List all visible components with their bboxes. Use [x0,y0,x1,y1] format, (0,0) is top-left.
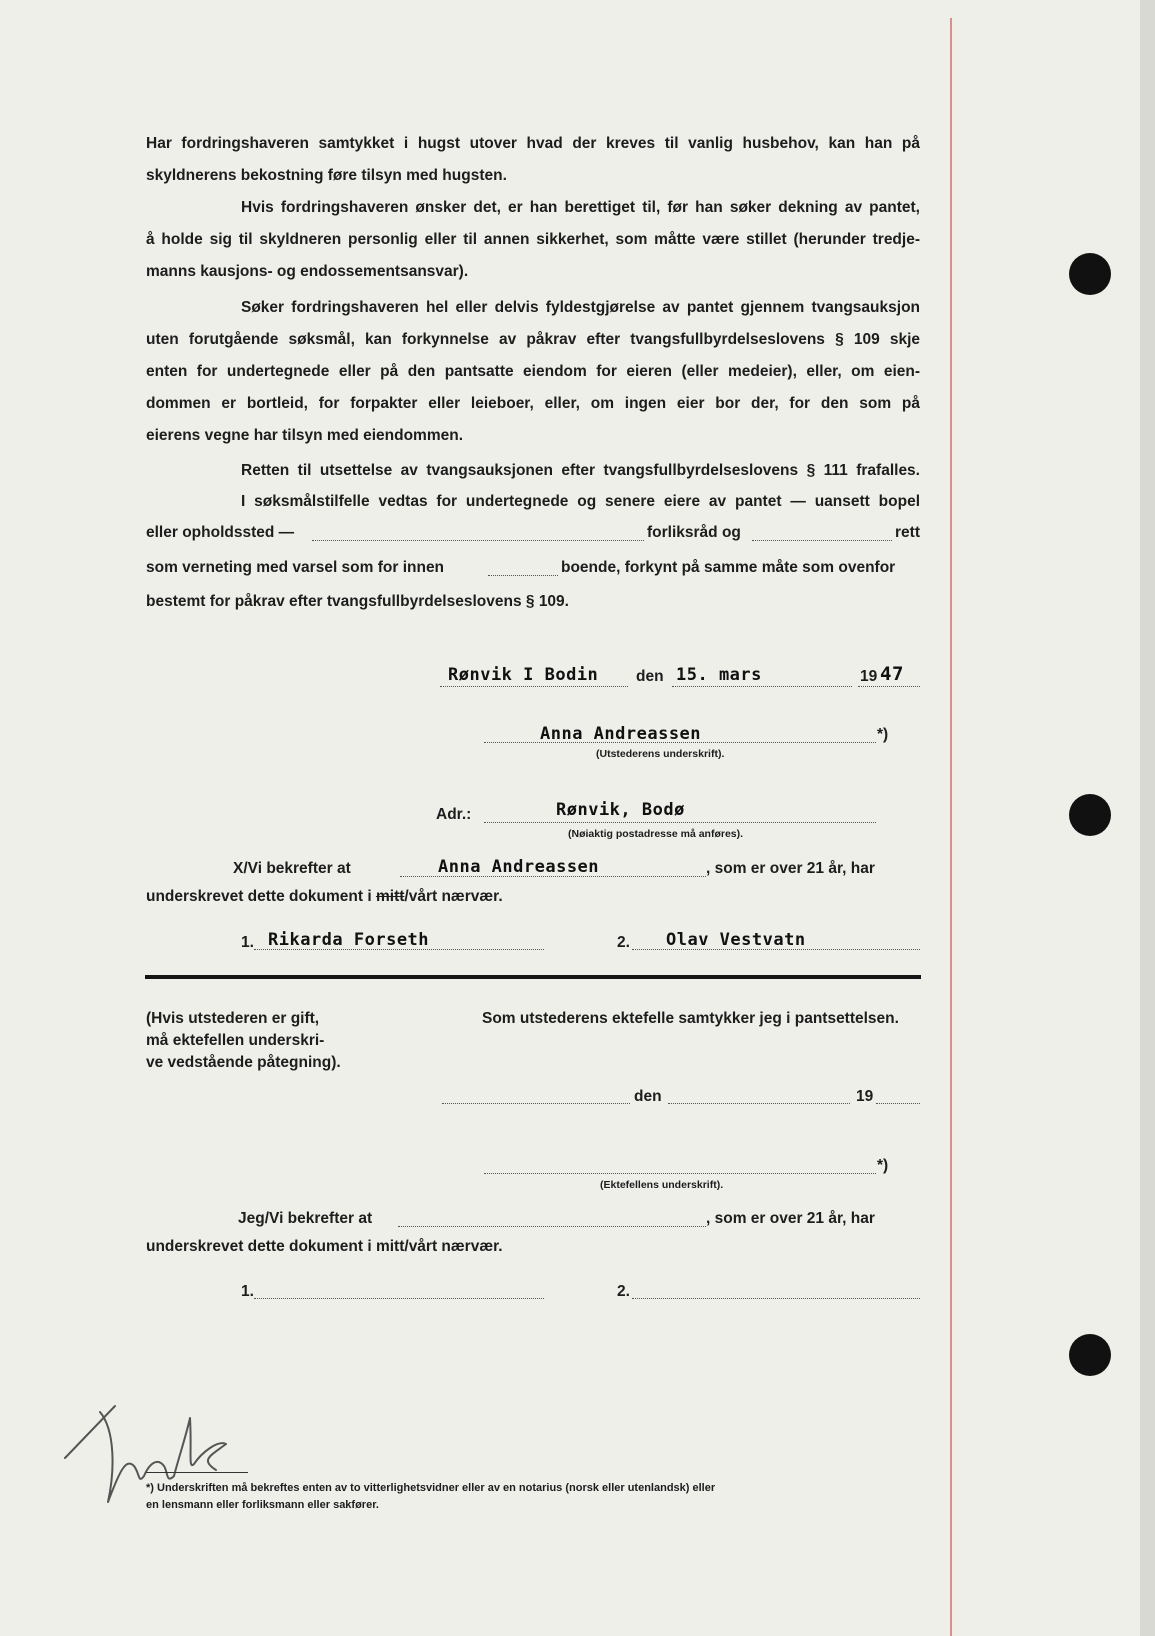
paragraph-line: dommen er bortleid, for forpakter eller leieboer, eller, om ingen eier bor der, for den som på [146,395,920,412]
spouse-note: ve vedstående påtegning). [146,1054,341,1071]
blank-field [442,1103,630,1104]
witness-line [632,949,920,950]
confirm-text: , som er over 21 år, har [706,1210,875,1227]
struck-word: mitt [375,888,405,905]
signature-caption: (Ektefellens underskrift). [600,1179,724,1191]
witness-number: 1. [241,1283,254,1300]
year-prefix: 19 [856,1088,874,1105]
struck-word: X [233,860,244,877]
witness-signature: Rikarda Forseth [268,930,430,950]
paragraph-line: Retten til utsettelse av tvangsauksjonen efter tvangsfullbyrdelseslovens § 111 frafalles. [241,462,920,479]
place-handwritten: Rønvik I Bodin [448,665,599,685]
margin-line [950,18,952,1636]
witness-number: 2. [617,934,630,951]
paragraph-line: uten forutgående søksmål, kan forkynnelse av påkrav efter tvangsfullbyrdelseslovens § 109 skje [146,331,920,348]
confirm-line2-a: underskrevet dette dokument i [146,888,372,905]
confirm-text: underskrevet dette dokument i mitt/vårt nærvær. [146,1238,503,1255]
footnote-line: *) Underskriften må bekreftes enten av to vitterlighetsvidner eller av en notarius (norsk eller utenlandsk) eller [146,1482,716,1494]
punch-hole [1069,253,1111,295]
confirm-text [146,888,503,906]
spouse-consent: Som utstederens ektefelle samtykker jeg i pantsettelsen. [482,1010,899,1027]
spouse-note: må ektefellen underskri- [146,1032,325,1049]
address-label: Adr.: [436,806,472,823]
spouse-note: (Hvis utstederen er gift, [146,1010,320,1027]
witness-number: 1. [241,934,254,951]
witness-line [632,1298,920,1299]
year-handwritten: 47 [880,663,904,685]
divider [145,975,921,979]
venue-text: rett [895,524,920,541]
confirm-line2-b: /vårt nærvær. [404,888,503,905]
year-prefix: 19 [860,668,878,685]
paragraph-line: Søker fordringshaveren hel eller delvis fyldestgjørelse av pantet gjennem tvangsauksjon [241,299,920,316]
initials-text: Vmk [60,1400,62,1401]
signature-caption: (Utstederens underskrift). [596,748,725,760]
address-caption: (Nøiaktig postadresse må anføres). [568,828,744,840]
punch-hole [1069,794,1111,836]
blank-field [752,540,892,541]
paragraph-line: I søksmålstilfelle vedtas for undertegnede og senere eiere av pantet — uansett bopel [241,493,920,510]
confirm-text: , som er over 21 år, har [706,860,875,877]
blank-field [400,876,706,877]
blank-field [488,575,558,576]
confirm-text [233,860,351,878]
signature-line [484,1173,876,1174]
blank-field [858,686,920,687]
paragraph-line: bestemt for påkrav efter tvangsfullbyrdelseslovens § 109. [146,593,569,610]
footnote-line: en lensmann eller forliksmann eller sakfører. [146,1499,379,1511]
paragraph-line: Har fordringshaveren samtykket i hugst utover hvad der kreves til vanlig husbehov, kan han på [146,135,920,152]
date-label: den [634,1088,662,1105]
blank-field [312,540,644,541]
blank-field [398,1226,706,1227]
date-handwritten: 15. mars [676,665,762,685]
footnote-divider [146,1472,248,1473]
paragraph-line: enten for undertegnede eller på den pantsatte eiendom for eieren (eller medeier), eller, om eien- [146,363,920,380]
paragraph-line: manns kausjons- og endossementsansvar). [146,263,469,280]
signer-signature: Anna Andreassen [540,724,702,744]
address-handwritten: Rønvik, Bodø [556,800,685,820]
blank-field [440,686,628,687]
signature-line [484,742,876,743]
blank-field [876,1103,920,1104]
paragraph-line: eierens vegne har tilsyn med eiendommen. [146,427,464,444]
footnote-mark: *) [877,1157,889,1174]
witness-line [254,949,544,950]
date-label: den [636,668,664,685]
footnote-mark: *) [877,726,889,743]
witness-signature: Olav Vestvatn [666,930,806,950]
venue-text: boende, forkynt på samme måte som ovenfor [561,559,896,576]
venue-text: forliksråd og [647,524,741,541]
witness-number: 2. [617,1283,630,1300]
address-line [484,822,876,823]
paragraph-line: å holde sig til skyldneren personlig eller til annen sikkerhet, som måtte være stillet (herunder tredje- [146,231,920,248]
witness-line [254,1298,544,1299]
paragraph-line: Hvis fordringshaveren ønsker det, er han berettiget til, før han søker dekning av pantet, [241,199,920,216]
confirmed-name: Anna Andreassen [438,857,600,877]
punch-hole [1069,1334,1111,1376]
blank-field [672,686,852,687]
blank-field [668,1103,850,1104]
venue-text: som verneting med varsel som for innen [146,559,445,576]
confirm-text: Jeg/Vi bekrefter at [238,1210,373,1227]
confirm-rest: /Vi bekrefter at [243,860,351,877]
paragraph-line: skyldnerens bekostning føre tilsyn med hugsten. [146,167,507,184]
venue-text: eller opholdssted — [146,524,295,541]
